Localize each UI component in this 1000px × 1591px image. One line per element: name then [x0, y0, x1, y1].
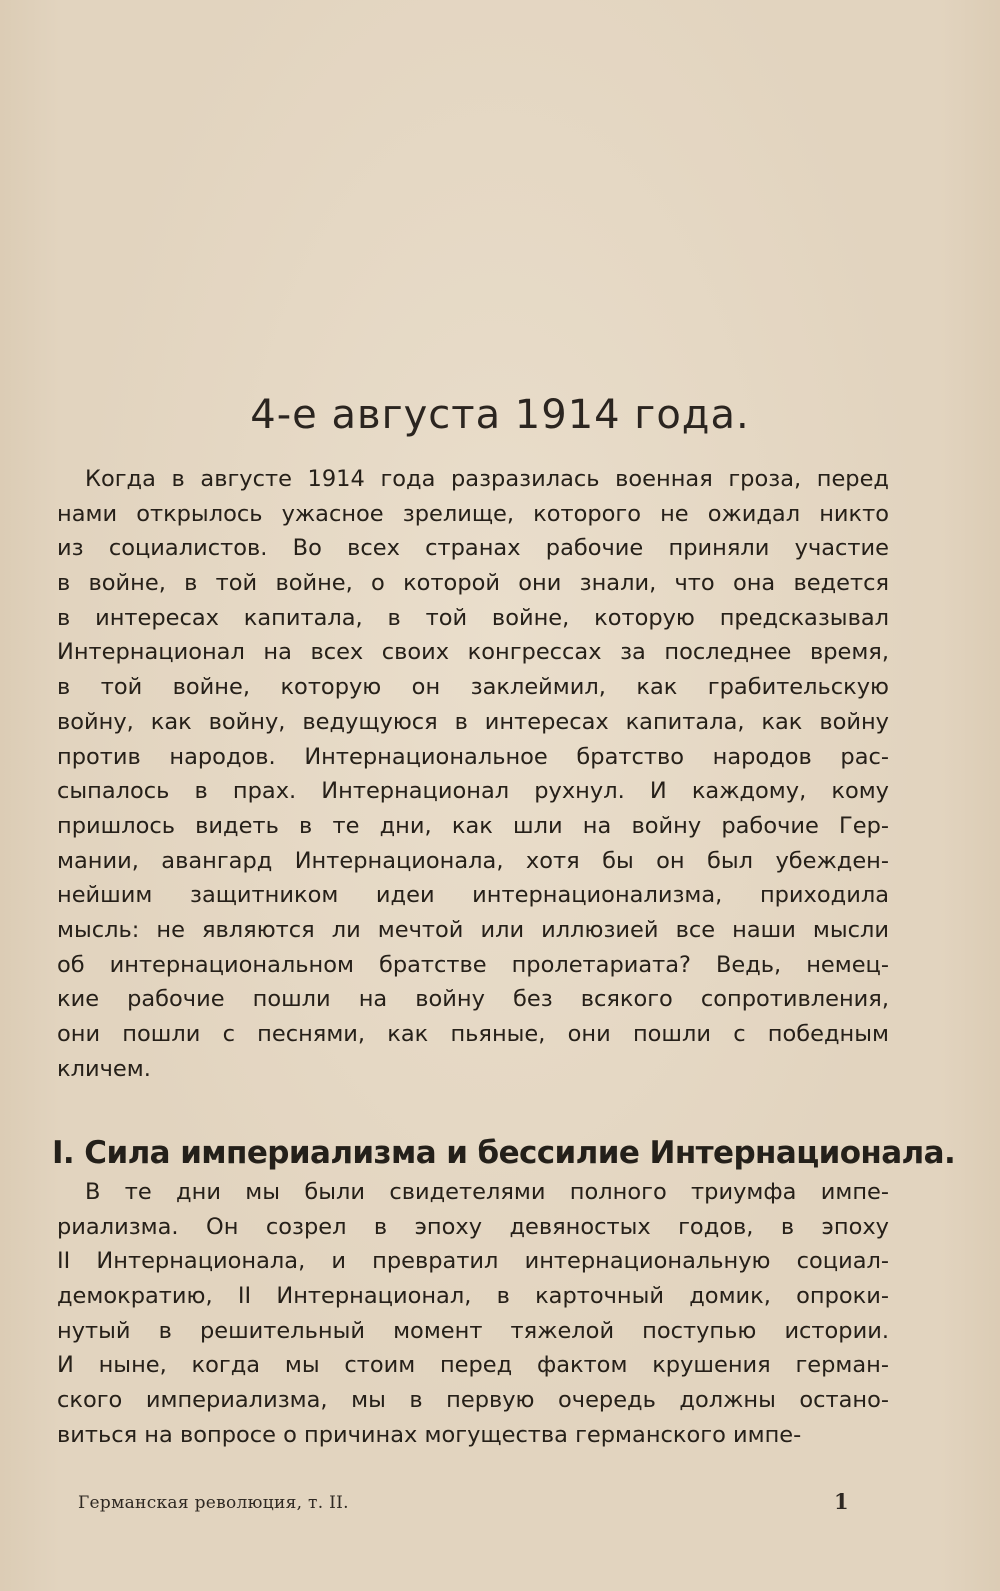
- paragraph-1: [57, 462, 889, 1086]
- text-line: об интернациональном братстве пролетариата? Ведь, немец-: [57, 951, 889, 978]
- footer-signature-mark: 1: [834, 1489, 849, 1514]
- text-line: мании, авангард Интернационала, хотя бы он был убежден-: [57, 847, 889, 874]
- text-line: войну, как войну, ведущуюся в интересах капитала, как войну: [57, 708, 889, 735]
- text-line: И ныне, когда мы стоим перед фактом крушения герман-: [57, 1352, 889, 1379]
- text-line: нутый в решительный момент тяжелой поступью истории.: [57, 1317, 889, 1344]
- text-line: они пошли с песнями, как пьяные, они пошли с победным: [57, 1021, 889, 1047]
- text-line: кличем.: [57, 1055, 151, 1082]
- text-line: из социалистов. Во всех странах рабочие приняли участие: [57, 535, 889, 562]
- text-line: кие рабочие пошли на войну без всякого сопротивления,: [57, 986, 889, 1013]
- text-line: ского империализма, мы в первую очередь должны остано-: [57, 1387, 889, 1414]
- text-line: сыпалось в прах. Интернационал рухнул. И каждому, кому: [57, 778, 889, 805]
- text-line: демократию, II Интернационал, в карточный домик, опроки-: [57, 1283, 889, 1310]
- text-line: Когда в августе 1914 года разразилась военная гроза, перед: [85, 466, 889, 492]
- chapter-title: 4-е августа 1914 года.: [250, 392, 750, 438]
- text-line: виться на вопросе о причинах могущества германского импе-: [57, 1421, 802, 1448]
- text-line: нами открылось ужасное зрелище, которого не ожидал никто: [57, 500, 889, 527]
- paragraph-2: [57, 1175, 889, 1453]
- text-line: II Интернационала, и превратил интернациональную социал-: [57, 1248, 889, 1275]
- text-line: в войне, в той войне, о которой они знали, что она ведется: [57, 570, 889, 597]
- footer-book-title: Германская революция, т. II.: [78, 1493, 349, 1513]
- text-line: нейшим защитником идеи интернационализма, приходила: [57, 882, 889, 909]
- text-line: в той войне, которую он заклеймил, как грабительскую: [57, 674, 889, 701]
- text-line: риализма. Он созрел в эпоху девяностых годов, в эпоху: [57, 1213, 889, 1240]
- section-heading: I. Сила империализма и бессилие Интернационала.: [52, 1135, 956, 1171]
- text-line: в интересах капитала, в той войне, которую предсказывал: [57, 604, 889, 631]
- text-line: против народов. Интернациональное братство народов рас-: [57, 743, 889, 770]
- text-line: Интернационал на всех своих конгрессах за последнее время,: [57, 639, 889, 666]
- text-line: В те дни мы были свидетелями полного триумфа импе-: [85, 1179, 889, 1205]
- text-line: мысль: не являются ли мечтой или иллюзией все наши мысли: [57, 916, 889, 943]
- text-line: пришлось видеть в те дни, как шли на войну рабочие Гер-: [57, 812, 889, 839]
